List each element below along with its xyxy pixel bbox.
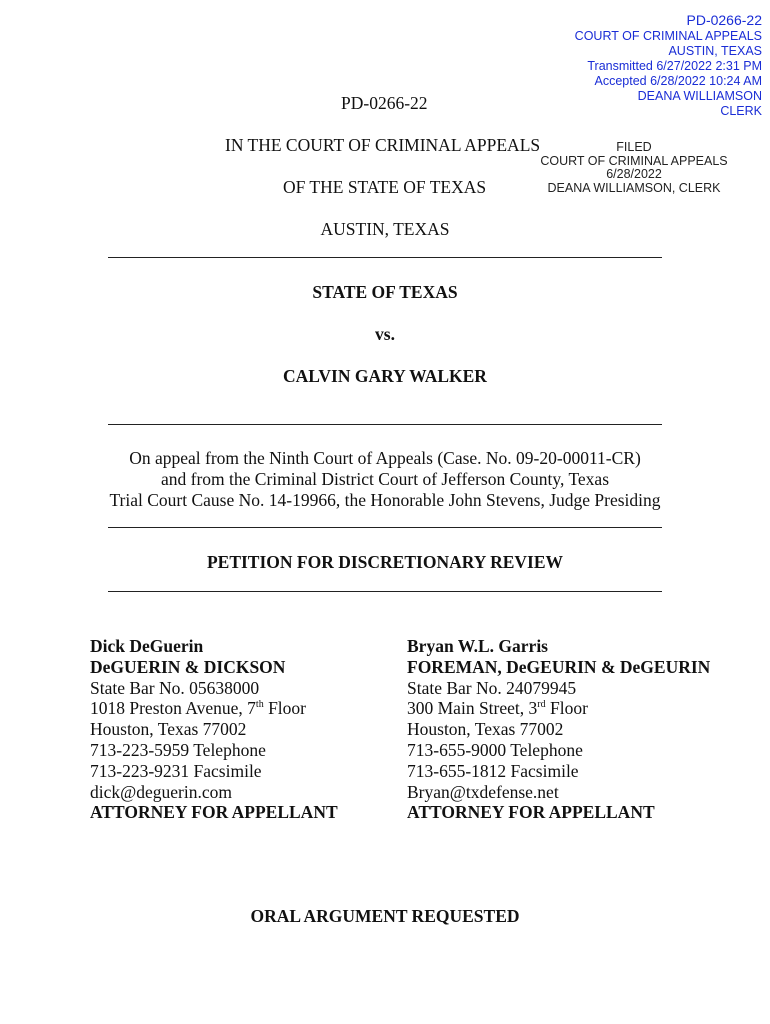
- filed-court: COURT OF CRIMINAL APPEALS: [540, 153, 728, 168]
- attorney-email: dick@deguerin.com: [90, 781, 232, 802]
- filed-date: 6/28/2022: [606, 167, 662, 181]
- document-title: PETITION FOR DISCRETIONARY REVIEW: [206, 552, 564, 572]
- stamp-clerk-name: DEANA WILLIAMSON: [637, 89, 762, 103]
- attorney-name: Dick DeGuerin: [90, 636, 204, 656]
- attorney-firm: DeGUERIN & DICKSON: [90, 656, 286, 677]
- attorney-phone: 713-655-9000 Telephone: [407, 739, 583, 760]
- defendant-name: CALVIN GARY WALKER: [283, 366, 487, 386]
- plaintiff-name: STATE OF TEXAS: [312, 282, 458, 302]
- appeal-info-line: Trial Court Cause No. 14-19966, the Honorable John Stevens, Judge Presiding: [109, 490, 661, 510]
- attorney-fax: 713-655-1812 Facsimile: [407, 760, 579, 781]
- stamp-court: COURT OF CRIMINAL APPEALS: [574, 29, 762, 43]
- appeal-info-line: On appeal from the Ninth Court of Appeals (Case. No. 09-20-00011-CR): [129, 448, 641, 468]
- stamp-transmitted: Transmitted 6/27/2022 2:31 PM: [587, 59, 762, 73]
- attorney-firm: FOREMAN, DeGEURIN & DeGEURIN: [407, 656, 711, 677]
- attorney-address: 1018 Preston Avenue, 7th Floor: [90, 698, 307, 719]
- appeal-info-line: and from the Criminal District Court of Jefferson County, Texas: [160, 469, 610, 489]
- stamp-case-number: PD-0266-22: [686, 12, 762, 28]
- attorney-city: Houston, Texas 77002: [407, 719, 564, 740]
- attorney-phone: 713-223-5959 Telephone: [90, 739, 266, 760]
- filed-stamp: [536, 141, 732, 195]
- stamp-clerk-title: CLERK: [720, 104, 762, 118]
- stamp-city: AUSTIN, TEXAS: [668, 44, 762, 58]
- court-name-line2: OF THE STATE OF TEXAS: [283, 177, 487, 197]
- case-number: PD-0266-22: [341, 93, 428, 113]
- divider-rule: [108, 424, 662, 425]
- attorney-role: ATTORNEY FOR APPELLANT: [407, 802, 655, 823]
- divider-rule: [108, 591, 662, 592]
- attorney-city: Houston, Texas 77002: [90, 719, 247, 740]
- divider-rule: [108, 257, 662, 258]
- filed-clerk: DEANA WILLIAMSON, CLERK: [547, 180, 721, 195]
- filed-label: FILED: [616, 140, 652, 154]
- attorney-address: 300 Main Street, 3rd Floor: [407, 698, 588, 719]
- court-city: AUSTIN, TEXAS: [320, 219, 450, 239]
- attorney-block-right: [407, 636, 710, 823]
- attorney-bar-number: State Bar No. 05638000: [90, 677, 260, 698]
- versus-label: vs.: [375, 324, 395, 344]
- oral-argument-notice: ORAL ARGUMENT REQUESTED: [250, 906, 520, 926]
- attorney-block-left: [90, 636, 338, 823]
- attorney-role: ATTORNEY FOR APPELLANT: [90, 802, 338, 823]
- stamp-accepted: Accepted 6/28/2022 10:24 AM: [594, 74, 762, 88]
- court-name-line1: IN THE COURT OF CRIMINAL APPEALS: [225, 135, 541, 155]
- attorney-email: Bryan@txdefense.net: [407, 781, 559, 802]
- attorney-name: Bryan W.L. Garris: [407, 636, 548, 656]
- attorney-bar-number: State Bar No. 24079945: [407, 677, 577, 698]
- divider-rule: [108, 527, 662, 528]
- attorney-fax: 713-223-9231 Facsimile: [90, 760, 262, 781]
- clerk-transmittal-stamp: [575, 12, 762, 119]
